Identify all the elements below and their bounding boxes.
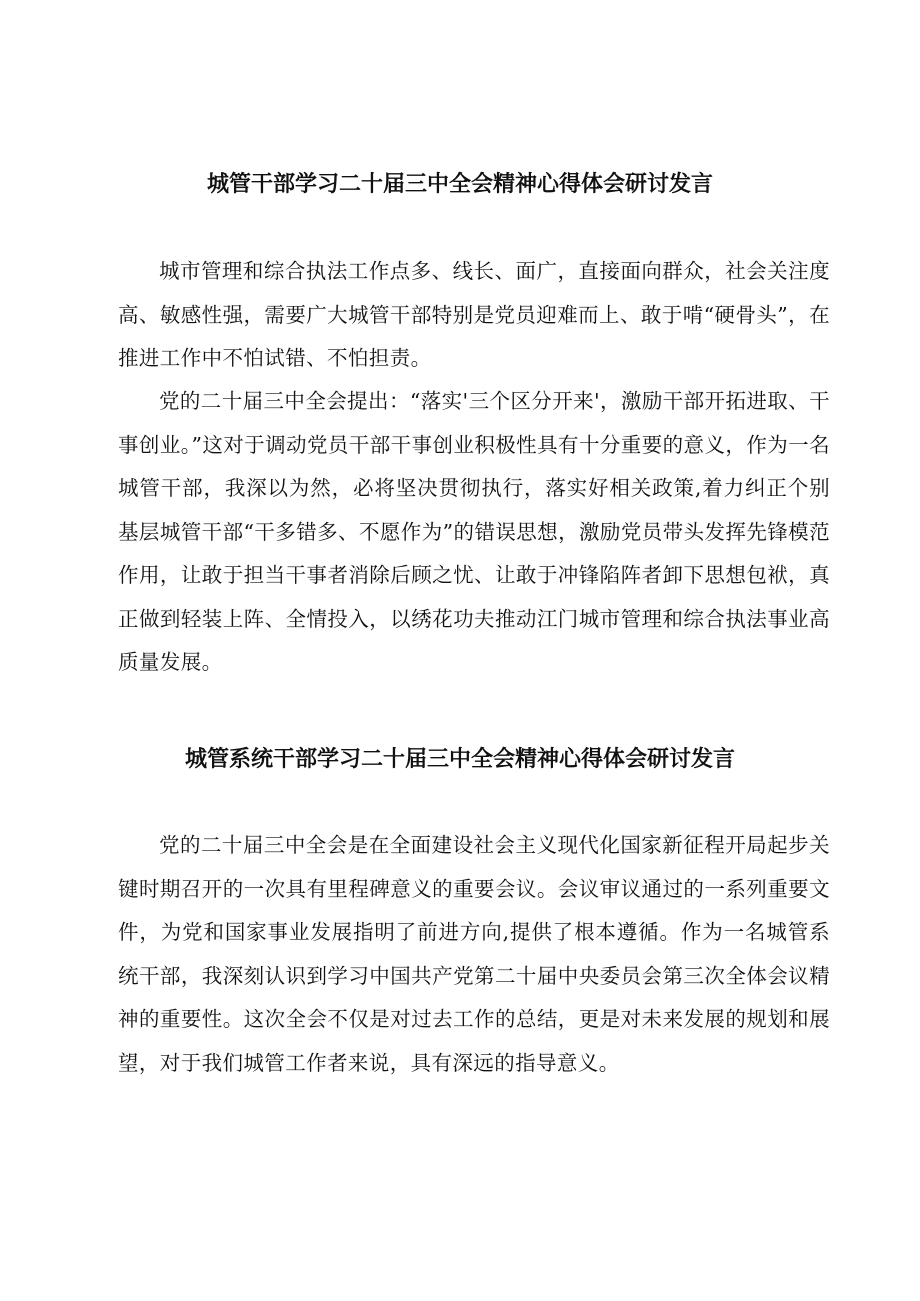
section-1-title: 城管干部学习二十届三中全会精神心得体会研讨发言: [206, 172, 713, 197]
section-2-title: 城管系统干部学习二十届三中全会精神心得体会研讨发言: [184, 747, 735, 772]
section-1-paragraph-1: 城市管理和综合执法工作点多、线长、面广，直接面向群众，社会关注度高、敏感性强，需要广大城管干部特别是党员迎难而上、敢于啃“硬骨头”，在推进工作中不怕试错、不怕担责。: [118, 259, 830, 370]
section-1-paragraph-2: 党的二十届三中全会提出：“落实'三个区分开来'，激励干部开拓进取、干事创业。”这对于调动党员干部干事创业积极性具有十分重要的意义，作为一名城管干部，我深以为然，必将坚决贯彻执行，落实好相关政策,着力纠正个别基层城管干部“干多错多、不愿作为”的错误思想，激励党员带头发挥先锋模范作用，让敢于担当干事者消除后顾之忧、让敢于冲锋陷阵者卸下思想包袱，真正做到轻装上阵、全情投入，以绣花功夫推动江门城市管理和综合执法事业高质量发展。: [118, 389, 830, 674]
section-2-paragraph-1: 党的二十届三中全会是在全面建设社会主义现代化国家新征程开局起步关键时期召开的一次具有里程碑意义的重要会议。会议审议通过的一系列重要文件，为党和国家事业发展指明了前进方向,提供了根本遵循。作为一名城管系统干部，我深刻认识到学习中国共产党第二十届中央委员会第三次全体会议精神的重要性。这次全会不仅是对过去工作的总结，更是对未来发展的规划和展望，对于我们城管工作者来说，具有深远的指导意义。: [118, 833, 830, 1075]
